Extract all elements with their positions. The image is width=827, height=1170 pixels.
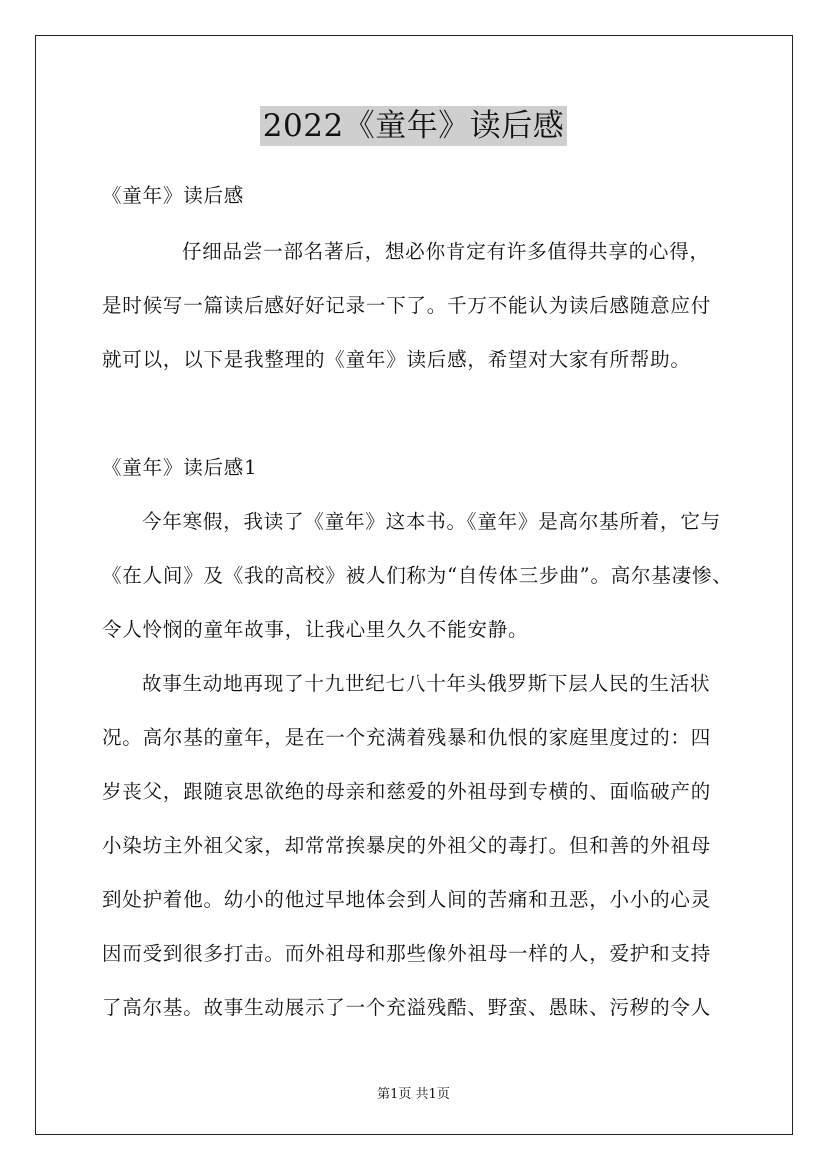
paragraph1-line-2: 《在人间》及《我的高校》被人们称为“自传体三步曲”。高尔基凄惨、 [102,564,733,587]
intro-line-1: 仔细品尝一部名著后，想必你肯定有许多值得共享的心得， [182,240,710,263]
section-heading: 《童年》读后感1 [102,456,258,479]
page-footer: 第1页 共1页 [377,1087,450,1102]
paragraph2-line-3: 岁丧父，跟随哀思欲绝的母亲和慈爱的外祖母到专横的、面临破产的 [102,780,712,803]
paragraph2-line-7: 了高尔基。故事生动展示了一个充溢残酷、野蛮、愚昧、污秽的令人 [102,996,712,1019]
paragraph2-line-1: 故事生动地再现了十九世纪七八十年头俄罗斯下层人民的生活状 [142,672,711,695]
paragraph2-line-2: 况。高尔基的童年，是在一个充满着残暴和仇恨的家庭里度过的：四 [102,726,712,749]
paragraph1-line-3: 令人怜悯的童年故事，让我心里久久不能安静。 [102,618,529,641]
intro-line-3: 就可以，以下是我整理的《童年》读后感，希望对大家有所帮助。 [102,348,691,371]
intro-line-2: 是时候写一篇读后感好好记录一下了。千万不能认为读后感随意应付 [102,294,712,317]
paragraph2-line-6: 因而受到很多打击。而外祖母和那些像外祖母一样的人，爱护和支持 [102,942,712,965]
paragraph2-line-4: 小染坊主外祖父家，却常常挨暴戾的外祖父的毒打。但和善的外祖母 [102,834,712,857]
paragraph1-line-1: 今年寒假，我读了《童年》这本书。《童年》是高尔基所着，它与 [142,510,721,533]
document-title: 2022《童年》读后感 [260,106,567,146]
document-subtitle: 《童年》读后感 [102,184,245,207]
document-title-wrap [0,100,827,145]
paragraph2-line-5: 到处护着他。幼小的他过早地体会到人间的苦痛和丑恶，小小的心灵 [102,888,712,911]
